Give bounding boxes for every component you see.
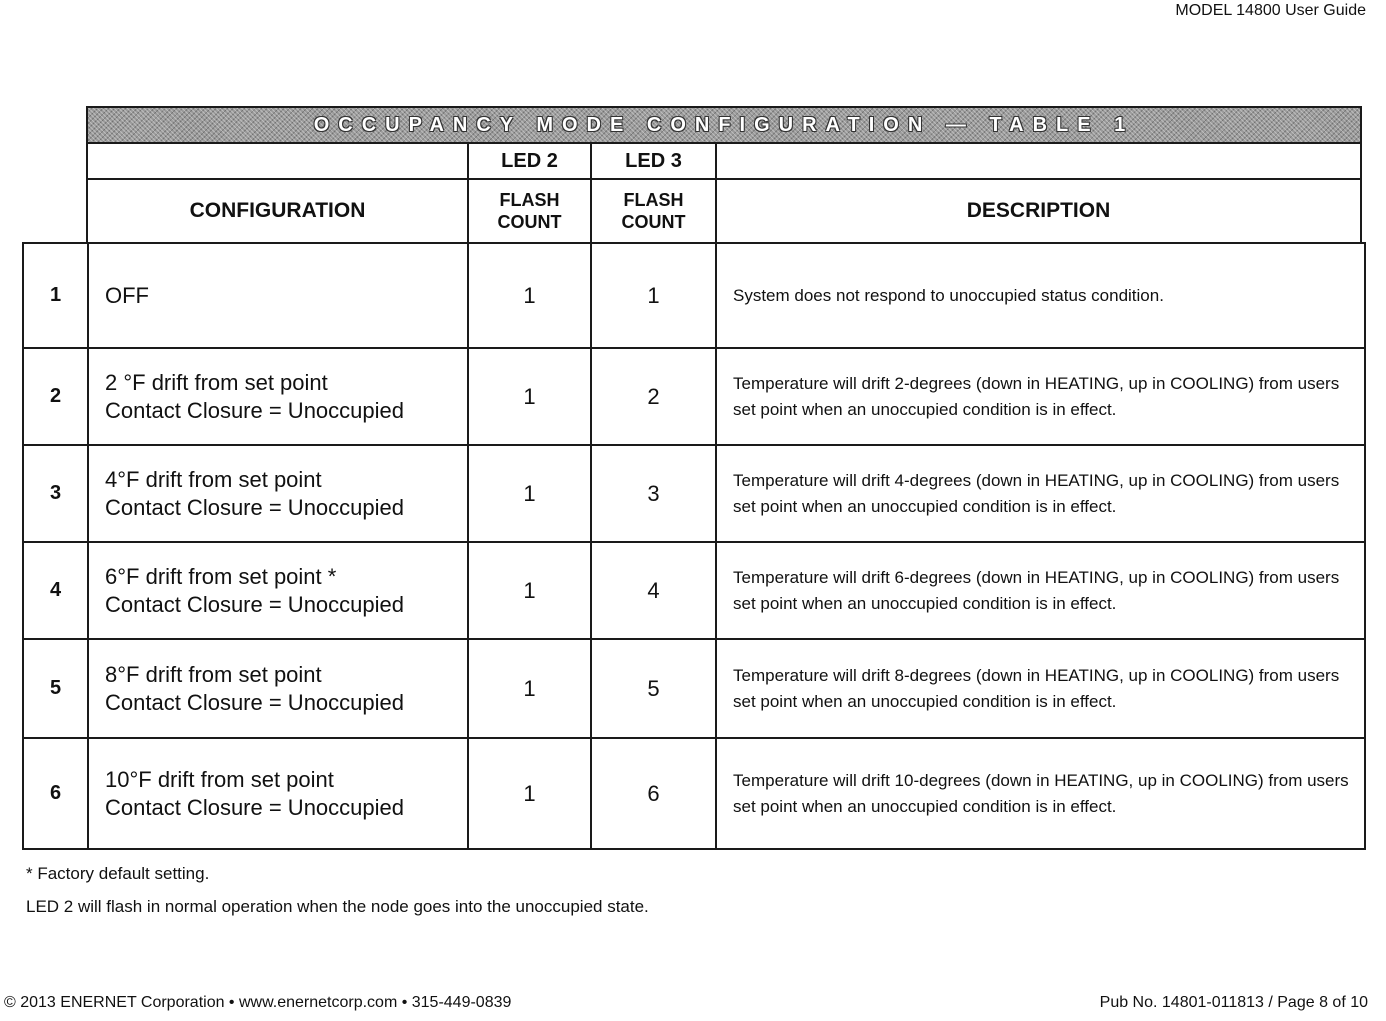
row-description: System does not respond to unoccupied status condition. xyxy=(715,242,1366,349)
row-led3-flash-count: 6 xyxy=(590,737,717,850)
configuration-line-2: Contact Closure = Unoccupied xyxy=(105,591,404,617)
row-configuration xyxy=(87,444,469,543)
row-led3-flash-count: 5 xyxy=(590,638,717,739)
footer-pub-number: Pub No. 14801-011813 / Page 8 of 10 xyxy=(1099,994,1368,1011)
footer-copyright: © 2013 ENERNET Corporation • www.enernetcorp.com • 315-449-0839 xyxy=(4,994,512,1011)
configuration-line-1: 6°F drift from set point * xyxy=(105,563,337,589)
row-led2-flash-count: 1 xyxy=(467,737,592,850)
row-led2-flash-count: 1 xyxy=(467,444,592,543)
row-led2-flash-count: 1 xyxy=(467,541,592,640)
row-description: Temperature will drift 10-degrees (down in HEATING, up in COOLING) from users set point when an unoccupied condition is in effect. xyxy=(715,737,1366,850)
factory-default-note: * Factory default setting. xyxy=(26,864,210,883)
row-led2-flash-count: 1 xyxy=(467,347,592,446)
row-led3-flash-count: 3 xyxy=(590,444,717,543)
row-description: Temperature will drift 8-degrees (down in HEATING, up in COOLING) from users set point when an unoccupied condition is in effect. xyxy=(715,638,1366,739)
header-led2-flash-count: FLASH COUNT xyxy=(467,178,592,244)
header-led3-flash-count: FLASH COUNT xyxy=(590,178,717,244)
header-led2: LED 2 xyxy=(467,142,592,180)
row-configuration xyxy=(87,347,469,446)
row-description: Temperature will drift 4-degrees (down in HEATING, up in COOLING) from users set point when an unoccupied condition is in effect. xyxy=(715,444,1366,543)
header-led3: LED 3 xyxy=(590,142,717,180)
header-description: DESCRIPTION xyxy=(715,178,1362,244)
led2-note: LED 2 will flash in normal operation when the node goes into the unoccupied state. xyxy=(26,897,649,916)
header-blank-config xyxy=(86,142,469,180)
configuration-line-1: 4°F drift from set point xyxy=(105,466,322,492)
row-led3-flash-count: 2 xyxy=(590,347,717,446)
configuration-line-1: 10°F drift from set point xyxy=(105,766,334,792)
row-number: 6 xyxy=(22,737,89,850)
row-number: 4 xyxy=(22,541,89,640)
configuration-line-1: OFF xyxy=(105,282,149,308)
row-configuration xyxy=(87,541,469,640)
table-title: OCCUPANCY MODE CONFIGURATION — TABLE 1 xyxy=(313,113,1135,136)
configuration-line-2: Contact Closure = Unoccupied xyxy=(105,494,404,520)
row-description: Temperature will drift 6-degrees (down in HEATING, up in COOLING) from users set point when an unoccupied condition is in effect. xyxy=(715,541,1366,640)
header-configuration: CONFIGURATION xyxy=(86,178,469,244)
row-led2-flash-count: 1 xyxy=(467,638,592,739)
row-configuration xyxy=(87,242,469,349)
row-number: 5 xyxy=(22,638,89,739)
configuration-line-2: Contact Closure = Unoccupied xyxy=(105,794,404,820)
row-number: 3 xyxy=(22,444,89,543)
configuration-line-1: 8°F drift from set point xyxy=(105,661,322,687)
row-number: 2 xyxy=(22,347,89,446)
configuration-line-2: Contact Closure = Unoccupied xyxy=(105,397,404,423)
table-title-bar xyxy=(86,106,1362,144)
page-header: MODEL 14800 User Guide xyxy=(1175,2,1366,19)
row-led2-flash-count: 1 xyxy=(467,242,592,349)
header-blank-desc xyxy=(715,142,1362,180)
row-led3-flash-count: 4 xyxy=(590,541,717,640)
configuration-line-1: 2 °F drift from set point xyxy=(105,369,328,395)
row-description: Temperature will drift 2-degrees (down in HEATING, up in COOLING) from users set point when an unoccupied condition is in effect. xyxy=(715,347,1366,446)
configuration-line-2: Contact Closure = Unoccupied xyxy=(105,689,404,715)
row-configuration xyxy=(87,737,469,850)
row-configuration xyxy=(87,638,469,739)
row-number: 1 xyxy=(22,242,89,349)
row-led3-flash-count: 1 xyxy=(590,242,717,349)
